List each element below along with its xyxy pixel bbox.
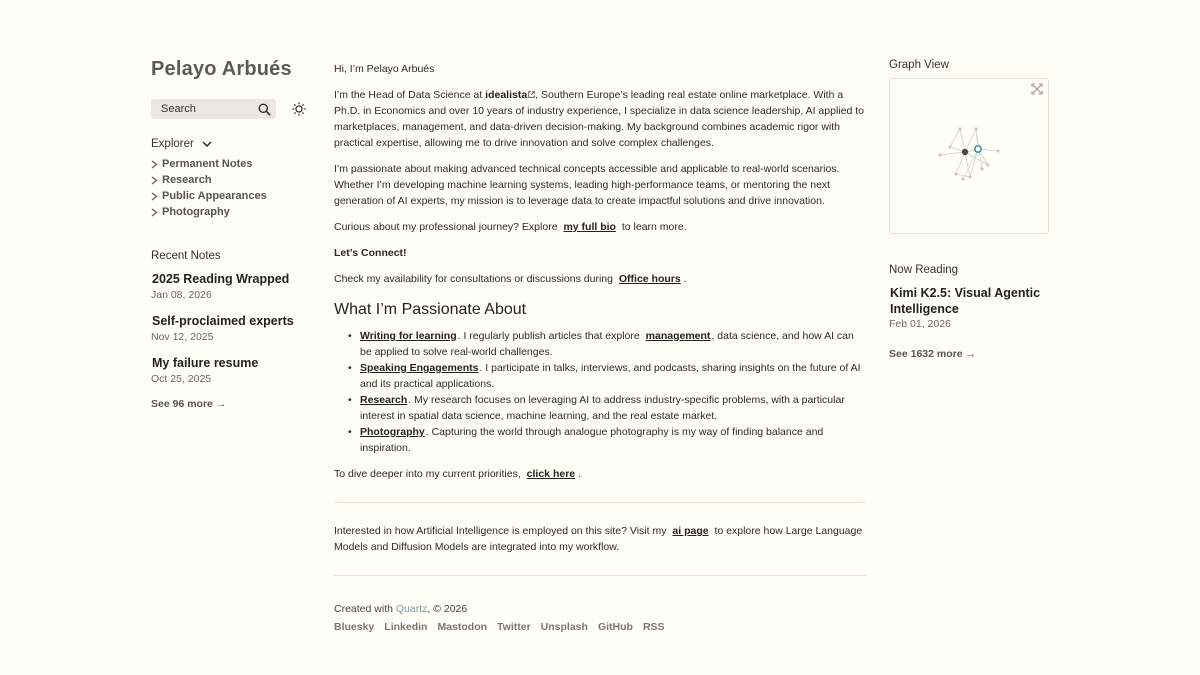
main-content: [334, 61, 866, 596]
text: .: [683, 273, 687, 285]
writing-link[interactable]: Writing for learning: [360, 330, 457, 342]
text: , © 2026: [427, 603, 468, 615]
footer-link-mastodon[interactable]: Mastodon: [437, 621, 488, 633]
list-item: [360, 360, 866, 392]
bio-paragraph: [334, 219, 866, 235]
left-sidebar: [151, 58, 311, 410]
graph-view[interactable]: [889, 78, 1049, 234]
text: , Southern Europe’s leading real estate online marketplace. With a Ph.D. in Economics and over 10 years of industry experience, I specialize in data science leadership, AI applied to marketplaces, management, and data-driven decision-making. My background combines academic rigor with practical expertise, allowing me to drive innovation and solve complex challenges.: [334, 89, 864, 149]
text: . I participate in talks, interviews, and podcasts, sharing insights on the future of AI and its practical applications.: [360, 362, 861, 390]
recent-note-link[interactable]: Self-proclaimed experts: [152, 314, 294, 328]
text: . I regularly publish articles that explore: [457, 330, 643, 342]
explorer-item-label: Photography: [162, 206, 230, 218]
site-title[interactable]: Pelayo Arbués: [151, 58, 292, 80]
office-hours-link[interactable]: Office hours: [618, 273, 681, 285]
now-reading-heading: Now Reading: [889, 264, 959, 276]
footer-link-github[interactable]: GitHub: [597, 621, 633, 633]
footer-link-linkedin[interactable]: Linkedin: [384, 621, 428, 633]
list-item: [151, 356, 311, 385]
explorer-item-public-appearances[interactable]: [151, 188, 311, 204]
explorer-item-permanent-notes[interactable]: [151, 156, 311, 172]
explorer-item-photography[interactable]: [151, 204, 311, 220]
greeting: Hi, I’m Pelayo Arbués: [334, 63, 435, 75]
search-icon: [258, 103, 271, 116]
text: Created with: [334, 603, 396, 615]
text: to explore how Large Language Models and Diffusion Models are integrated into my workflow.: [334, 525, 863, 553]
connect-heading: Let’s Connect!: [334, 247, 407, 259]
speaking-link[interactable]: Speaking Engagements: [360, 362, 479, 374]
explorer-item-label: Permanent Notes: [162, 158, 253, 170]
text: I’m the Head of Data Science at: [334, 89, 486, 101]
recent-note-link[interactable]: 2025 Reading Wrapped: [152, 272, 290, 286]
chevron-right-icon: [151, 192, 158, 201]
text: To dive deeper into my current priorities,: [334, 468, 524, 480]
list-item: [151, 272, 311, 301]
text: Check my availability for consultations or discussions during: [334, 273, 616, 285]
right-sidebar: [889, 59, 1049, 360]
explorer-item-label: Public Appearances: [162, 190, 267, 202]
search-label: Search: [161, 103, 196, 115]
footer: [334, 603, 665, 633]
intro-paragraph: [334, 87, 866, 151]
research-link[interactable]: Research: [360, 394, 408, 406]
explorer-toggle[interactable]: [151, 138, 311, 150]
passion-heading: What I’m Passionate About: [334, 301, 527, 318]
footer-link-bluesky[interactable]: Bluesky: [334, 621, 375, 633]
full-bio-link[interactable]: my full bio: [563, 221, 616, 233]
search-row: [151, 99, 311, 119]
now-reading-date: Feb 01, 2026: [889, 318, 951, 330]
text: . My research focuses on leveraging AI to address industry-specific problems, with a particular interest in spatial data science, machine learning, and the real estate market.: [360, 394, 845, 422]
divider: [334, 502, 866, 503]
footer-credit: [334, 603, 665, 615]
graph-view-heading: Graph View: [889, 59, 949, 71]
text: Interested in how Artificial Intelligence is employed on this site? Visit my: [334, 525, 670, 537]
search-button[interactable]: [151, 99, 276, 119]
explorer-heading: Explorer: [151, 138, 194, 150]
ai-page-link[interactable]: ai page: [672, 525, 709, 537]
recent-notes-heading: Recent Notes: [151, 250, 221, 262]
priorities-paragraph: [334, 466, 866, 482]
recent-note-date: Nov 12, 2025: [151, 331, 214, 343]
footer-link-rss[interactable]: RSS: [642, 621, 665, 633]
list-item: [360, 328, 866, 360]
text: to learn more.: [618, 221, 687, 233]
link-label: idealista: [485, 89, 528, 101]
sun-icon[interactable]: [292, 102, 306, 116]
footer-link-twitter[interactable]: Twitter: [497, 621, 531, 633]
text: .: [578, 468, 582, 480]
recent-note-date: Oct 25, 2025: [151, 373, 212, 385]
chevron-right-icon: [151, 208, 158, 217]
text: . Capturing the world through analogue photography is my way of finding balance and inspiration.: [360, 426, 824, 454]
photography-link[interactable]: Photography: [360, 426, 425, 438]
see-more-notes-link[interactable]: See 96 more →: [151, 398, 227, 410]
text: Curious about my professional journey? Explore: [334, 221, 561, 233]
text: , data science, and how AI can be applied to solve real-world challenges.: [360, 330, 854, 358]
ai-paragraph: [334, 523, 866, 555]
now-reading-link[interactable]: Kimi K2.5: Visual Agentic Intelligence: [890, 286, 1041, 316]
graph-network-icon: [890, 79, 1050, 235]
recent-note-link[interactable]: My failure resume: [152, 356, 259, 370]
idealista-link[interactable]: [485, 89, 535, 101]
list-item: [360, 392, 866, 424]
list-item: [151, 314, 311, 343]
see-more-reading-link[interactable]: See 1632 more →: [889, 348, 976, 360]
chevron-right-icon: [151, 176, 158, 185]
chevron-down-icon: [202, 139, 212, 149]
recent-note-date: Jan 08, 2026: [151, 289, 212, 301]
recent-notes-list: [151, 272, 311, 385]
management-link[interactable]: management: [645, 330, 711, 342]
explorer-item-label: Research: [162, 174, 212, 186]
chevron-right-icon: [151, 160, 158, 169]
explorer-tree: [151, 156, 311, 220]
click-here-link[interactable]: click here: [526, 468, 576, 480]
office-hours-paragraph: [334, 271, 866, 287]
list-item: [360, 424, 866, 456]
passion-list: [334, 328, 866, 456]
footer-link-unsplash[interactable]: Unsplash: [540, 621, 588, 633]
footer-links: [334, 621, 665, 633]
quartz-link[interactable]: Quartz: [395, 603, 428, 615]
divider: [334, 575, 866, 576]
mission-paragraph: I’m passionate about making advanced technical concepts accessible and applicable to real-world scenarios. Whether I’m developing machine learning systems, leading high-performance teams, or mentoring the next generation of AI experts, my mission is to leverage data to create impactful solutions and drive innovation.: [334, 163, 840, 207]
explorer-item-research[interactable]: [151, 172, 311, 188]
